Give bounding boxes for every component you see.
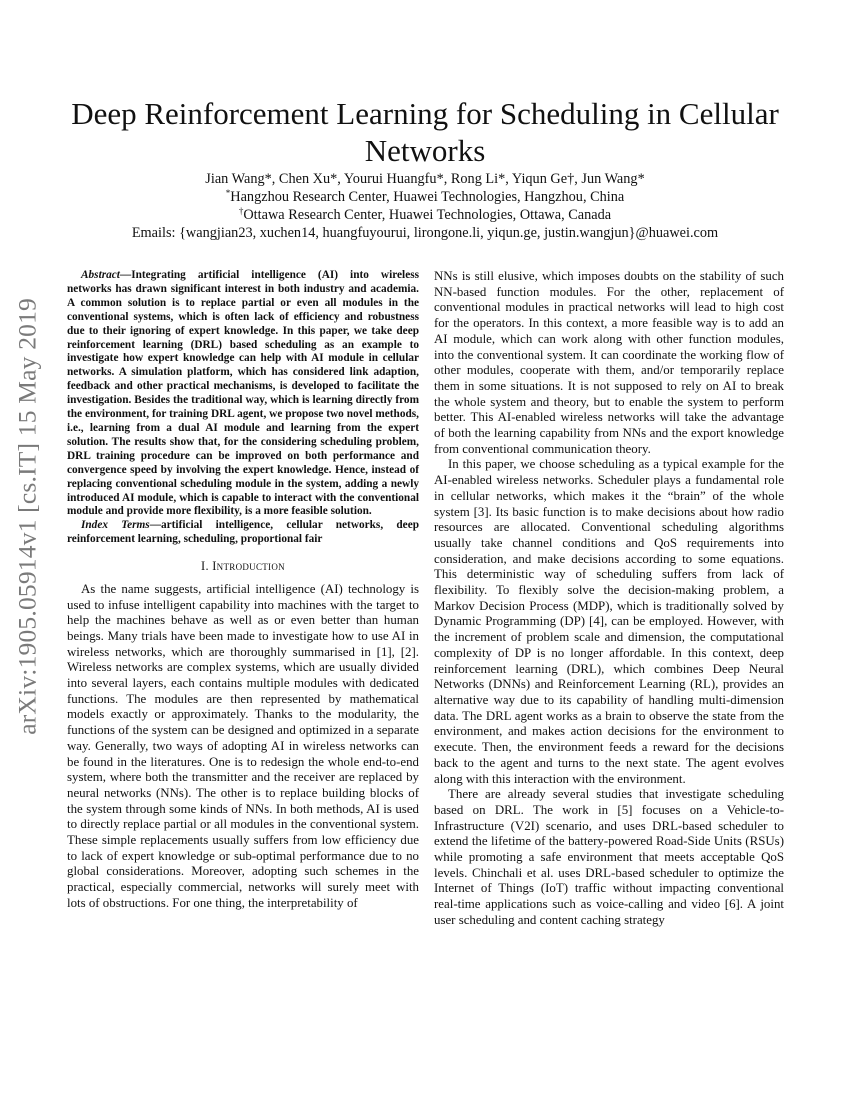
affiliation-ottawa-text: Ottawa Research Center, Huawei Technologies, Ottawa, Canada [243,207,612,223]
author-list: Jian Wang*, Chen Xu*, Yourui Huangfu*, Rong Li*, Yiqun Ge†, Jun Wang* [205,171,645,187]
introduction-paragraph-2: In this paper, we choose scheduling as a typical example for the AI-enabled wireless networks. Scheduler plays a fundamental role in cellular networks, which makes it the “brain” of the whole system [3]. Its basic function is to make decisions about how radio resources are allocated. Conventional scheduling algorithms usually take channel conditions and QoS requirements into consideration, and make decisions according to some equations. This deterministic way of scheduling suffers from lack of flexibility. To flexibly solve the decision-making problem, a Markov Decision Process (MDP), which is traditionally solved by Dynamic Programming (DP) [4], can be employed. However, with the increment of problem scale and dimension, the computational complexity of DP is no longer affordable. In this context, deep reinforcement learning (DRL), which combines Deep Neural Networks (DNNs) and Reinforcement Learning (RL), provides an alternative way due to its capability of handling multi-dimension data. The DRL agent works as a brain to observe the state from the environment, and makes action decisions for the environment to execute. Then, the environment feeds a reward for the decisions back to the agent and turns to the next state. The agent evolves along with this interaction with the environment. [434,457,784,786]
abstract-text: —Integrating artificial intelligence (AI) into wireless networks has drawn significant interest in both industry and academia. A common solution is to replace partial or even all modules in the conventional systems, which is often lack of efficiency and robustness due to their ignoring of expert knowledge. In this paper, we take deep reinforcement learning (DRL) based scheduling as an example to investigate how expert knowledge can help with AI module in cellular networks. A simulation platform, which has considered link adaption, feedback and other practical mechanisms, is developed to facilitate the investigation. Besides the traditional way, which is learning directly from the environment, for training DRL agent, we propose two novel methods, i.e., learning from a dual AI module and learning from the expert solution. The results show that, for the considering scheduling problem, DRL training procedure can be improved on both performance and convergence speed by involving the expert knowledge. Hence, instead of replacing conventional scheduling module in the system, adding a newly introduced AI module, which is capable to interact with the conventional module and provide more flexibility, is a more feasible solution. [67,269,419,518]
arxiv-identifier-text: arXiv:1905.05914v1 [cs.IT] 15 May 2019 [12,298,42,735]
affiliation-mark-star: * [225,188,231,198]
introduction-paragraph-3: There are already several studies that investigate scheduling based on DRL. The work in [5] focuses on a Vehicle-to-Infrastructure (V2I) scenario, and uses DRL-based scheduler to extend the lifetime of the battery-powered Road-Side Units (RSUs) while promoting a safe environment that meets acceptable QoS levels. Chinchali et al. uses DRL-based scheduler to optimize the Internet of Things (IoT) traffic without impacting conventional real-time applications such as voice-calling and video [6]. A joint user scheduling and content caching strategy [434,787,784,927]
section-heading-introduction: I. Introduction [201,559,285,574]
introduction-paragraph-1-continued: NNs is still elusive, which imposes doubts on the stability of such NN-based function modules. For the other, replacement of conventional modules in practical networks will lead to high cost for the operators. In this context, a more feasible way is to add an AI module, which can work along with other function modules, into the conventional system. It can coordinate the working flow of other modules, cooperate with them, and/or temporarily replace them in some situations. It is not supposed to rely on AI to break the whole system and theory, but to enable the system to perform better. This AI-enabled wireless networks will take the advantage of both the learning capability from NNs and the export knowledge from conventional communication theory. [434,269,784,456]
left-column [67,269,419,912]
abstract-label: Abstract [81,269,120,281]
index-terms-label: Index Terms [81,519,150,532]
index-terms-text: —artificial intelligence, cellular networks, deep reinforcement learning, scheduling, proportional fair [67,519,419,546]
affiliation-ottawa [60,206,790,224]
affiliation-hangzhou [60,188,790,206]
affiliation-hangzhou-text: Hangzhou Research Center, Huawei Technologies, Hangzhou, China [230,189,625,205]
introduction-paragraph-1: As the name suggests, artificial intelligence (AI) technology is used to infuse intelligent capability into machines with the target to help the machines behave as well as or even better than human beings. Many trials have been made to investigate how to use AI in wireless networks, which are thoroughly summarised in [1], [2]. Wireless networks are complex systems, which are usually divided into several layers, each contains multiple modules with dedicated functions. The modules are then represented by mathematical models exactly or approximately. Thanks to the modularity, the functions of the system can be designed and optimized in a separate way. Generally, two ways of adopting AI in wireless networks can be found in the literatures. One is to redesign the whole end-to-end system, where both the transmitter and the receiver are replaced by neural networks (NNs). The other is to replace building blocks of the system through some kinds of NNs. In both methods, AI is used to directly replace partial or all modules in the conventional system. These simple replacements usually suffers from low efficiency due to lack of expert knowledge or sub-optimal performance due to no global considerations. Moreover, adopting such schemes in the practical, especially commercial, networks will surely meet with lots of obstructions. For one thing, the interpretability of [67,581,419,910]
index-terms [67,519,419,547]
affiliation-mark-dagger: † [238,206,244,216]
paper-title: Deep Reinforcement Learning for Scheduling in Cellular Networks [71,95,779,168]
author-emails: Emails: {wangjian23, xuchen14, huangfuyourui, lirongone.li, yiqun.ge, justin.wangjun}@huawei.com [131,225,719,241]
author-block [60,170,790,242]
abstract [67,269,419,519]
right-column [434,269,784,929]
